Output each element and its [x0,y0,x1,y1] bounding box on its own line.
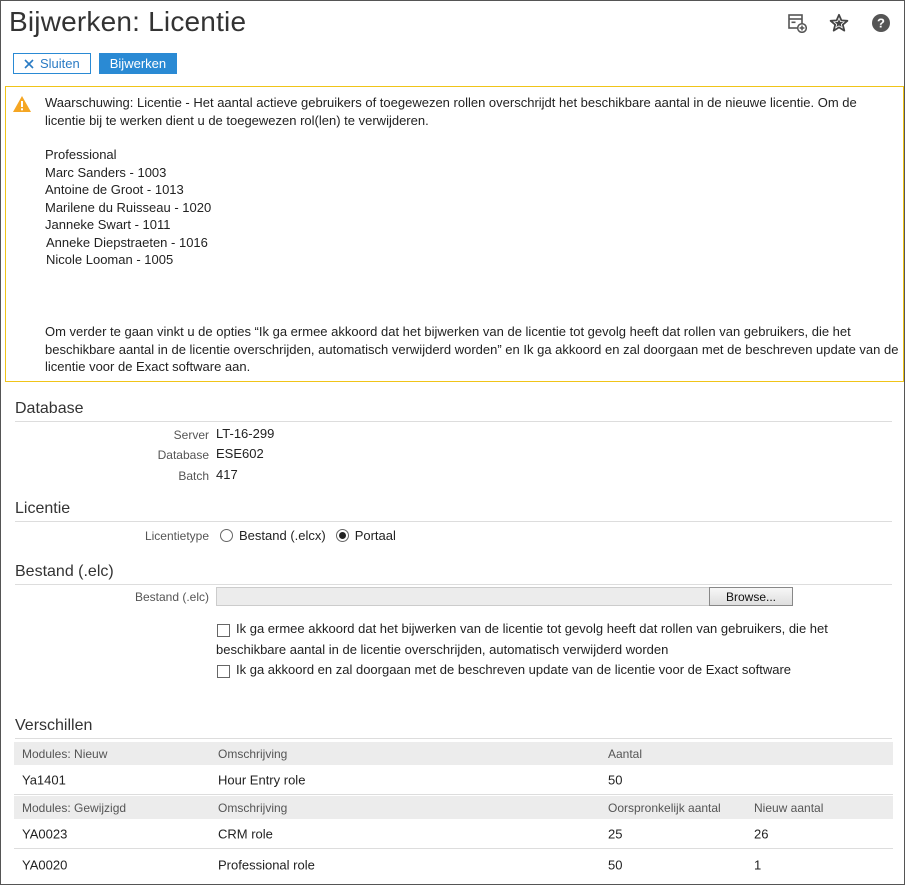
update-button[interactable] [99,53,177,74]
section-bestand-heading: Bestand (.elc) [15,563,892,585]
col-header: Modules: Nieuw [22,746,108,761]
module-new-count: 1 [754,857,762,873]
database-value: ESE602 [216,446,264,461]
agree-update-label[interactable]: Ik ga akkoord en zal doorgaan met de beschreven update van de licentie voor de Exact software [236,662,792,677]
batch-value: 417 [216,467,238,482]
module-code: YA0020 [22,857,68,873]
module-new-count: 26 [754,826,769,841]
warning-name: Antoine de Groot - 1013 [45,182,184,197]
warning-icon [12,95,32,116]
toolbar [13,53,177,74]
new-modules-header [14,742,893,765]
svg-text:?: ? [877,15,885,31]
col-header: Aantal [608,746,643,761]
agree-roles-label-line1[interactable]: Ik ga ermee akkoord dat het bijwerken van de licentie tot gevolg heeft dat rollen van gebruikers, die het [236,621,828,636]
browse-button[interactable]: Browse... [709,587,793,606]
server-value: LT-16-299 [216,426,275,441]
warning-panel [5,86,904,382]
close-button[interactable] [13,53,91,74]
section-database-heading: Database [15,400,892,422]
radio-file-label[interactable]: Bestand (.elcx) [239,528,326,543]
radio-portal[interactable] [336,529,349,542]
close-button-label: Sluiten [40,56,80,71]
changed-modules-header [14,796,893,819]
warning-affected-users [45,146,897,269]
license-type-label: Licentietype [144,529,209,543]
col-header: Nieuw aantal [754,800,824,815]
module-description: Professional role [218,857,315,873]
update-button-label: Bijwerken [109,56,167,71]
col-header: Omschrijving [218,800,288,815]
close-icon [24,59,34,69]
section-verschillen-heading: Verschillen [15,717,892,739]
warning-footer: Om verder te gaan vinkt u de opties “Ik ga ermee akkoord dat het bijwerken van de licentie tot gevolg heeft dat rollen van gebruikers, die het beschikbare aantal in de licentie overschrijden, automatisch verwijderd worden” en Ik ga akkoord en zal doorgaan met de beschreven update van de licentie voor de Exact software aan. [45,324,899,374]
module-original-count: 25 [608,826,623,841]
table-row [14,819,893,849]
module-code: YA0023 [22,826,68,841]
module-description: CRM role [218,826,273,841]
warning-name: Anneke Diepstraeten - 1016 [46,234,208,250]
table-row [14,850,893,880]
license-type-group [220,528,396,543]
warning-message: Waarschuwing: Licentie - Het aantal actieve gebruikers of toegewezen rollen overschrijdt het beschikbare aantal in de nieuwe licentie. Om de licentie bij te werken dient u de toegewezen rol(len) te verwijderen. [45,95,857,128]
database-label: Database [157,448,209,462]
module-code: Ya1401 [22,772,66,787]
header-actions [787,13,891,33]
help-icon[interactable] [871,13,891,33]
module-original-count: 50 [608,857,623,873]
batch-label: Batch [178,469,209,483]
warning-name: Marc Sanders - 1003 [45,164,167,180]
add-page-icon[interactable] [787,13,807,33]
radio-file[interactable] [220,529,233,542]
warning-name: Professional [45,147,117,162]
module-description: Hour Entry role [218,772,306,787]
table-row [14,765,893,795]
warning-text [45,94,897,269]
warning-name: Nicole Looman - 1005 [46,252,174,267]
radio-portal-label[interactable]: Portaal [354,528,396,543]
col-header: Modules: Gewijzigd [22,800,127,815]
agree-roles-label-line2[interactable]: beschikbare aantal in de licentie overschrijden, automatisch verwijderd worden [216,642,669,657]
warning-name: Janneke Swart - 1011 [45,217,171,232]
file-label: Bestand (.elc) [134,590,209,604]
server-label: Server [173,428,209,442]
col-header: Omschrijving [218,746,288,761]
agree-roles-checkbox[interactable] [217,624,230,637]
file-input[interactable] [216,587,793,606]
section-licentie-heading: Licentie [15,500,892,522]
star-icon[interactable] [829,13,849,33]
agree-update-checkbox[interactable] [217,665,230,678]
warning-name: Marilene du Ruisseau - 1020 [45,199,212,215]
module-count: 50 [608,772,623,787]
page-title: Bijwerken: Licentie [9,6,247,37]
col-header: Oorspronkelijk aantal [608,800,721,815]
